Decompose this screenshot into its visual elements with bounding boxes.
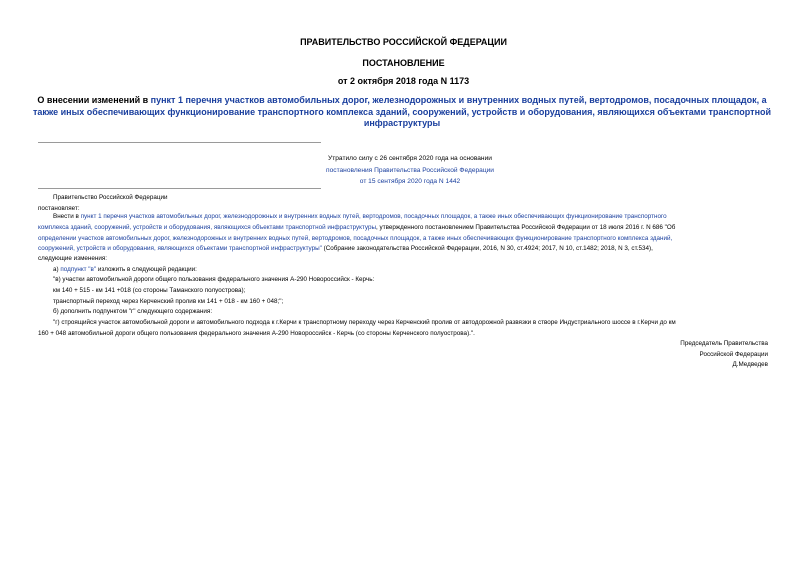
document-date-number: от 2 октября 2018 года N 1173: [337, 76, 470, 86]
item-a-text: изложить в следующей редакции:: [96, 266, 197, 273]
signature-name: Д.Медведев: [732, 361, 768, 368]
government-line: Правительство Российской Федерации: [53, 194, 168, 201]
paragraph1-link-cont[interactable]: комплекса зданий, сооружений, устройств и оборудования, являющихся объектами транспортной инфраструктуры: [38, 224, 377, 231]
paragraph1-line4: [38, 245, 653, 253]
signature-position-1: Председатель Правительства: [680, 340, 768, 347]
document-type: ПОСТАНОВЛЕНИЕ: [362, 58, 445, 68]
item-g-line2: 160 + 048 автомобильной дороги общего пользования федерального значения А-290 Новороссийск - Керчь (со стороны Керченского полуострова).".: [38, 330, 475, 337]
document-title: [32, 95, 772, 130]
status-note: [250, 153, 570, 188]
title-link[interactable]: пункт 1 перечня участков автомобильных дорог, железнодорожных и внутренних водных путей, вертодромов, посадочных площадок, а также иных обеспечивающих функционирование транспортного комплекса зданий, сооружений, устройств и оборудования, являющихся объектами транспортной инфраструктуры: [32, 95, 772, 128]
resolution-686-link[interactable]: определении участков автомобильных дорог, железнодорожных и внутренних водных путей, вертодромов, посадочных площадок, а также иных обеспечивающих функционирование транспортного комплекса зданий,: [38, 235, 673, 242]
item-a: [53, 266, 197, 274]
subitem-v-link[interactable]: подпункт "в": [60, 266, 97, 273]
divider-top: [38, 142, 321, 143]
resolution-686-link-cont[interactable]: сооружений, устройств и оборудования, являющихся объектами транспортной инфраструктуры": [38, 245, 322, 252]
paragraph1-text: Внести в: [53, 213, 81, 220]
collection-reference: (Собрание законодательства Российской Федерации, 2016, N 30, ст.4924; 2017, N 10, ст.1482; 2018, N 3, ст.534),: [321, 245, 653, 252]
paragraph1-line3: [38, 235, 672, 243]
paragraph1-link[interactable]: пункт 1 перечня участков автомобильных дорог, железнодорожных и внутренних водных путей, вертодромов, посадочных площадок, а также иных обеспечивающих функционирование транспортного: [80, 213, 667, 220]
title-prefix: О внесении изменений в: [37, 95, 151, 105]
paragraph1-line5: следующие изменения:: [38, 255, 108, 262]
item-a-prefix: а): [53, 266, 61, 273]
status-note-line1: Утратило силу с 26 сентября 2020 года на основании: [328, 155, 492, 162]
government-heading: ПРАВИТЕЛЬСТВО РОССИЙСКОЙ ФЕДЕРАЦИИ: [300, 37, 507, 47]
item-b: б) дополнить подпунктом "г" следующего содержания:: [53, 308, 213, 315]
status-note-link[interactable]: постановления Правительства Российской Федерации: [326, 166, 494, 174]
status-note-date[interactable]: от 15 сентября 2020 года N 1442: [359, 178, 461, 185]
item-g-line1: "г) строящийся участок автомобильной дороги и автомобильного подхода к г.Керчи к транспортному переходу через Керченский пролив от автодорожной развязки в створе Индустриального шоссе в г.Керчи до км: [53, 319, 676, 326]
paragraph1-line2: [38, 224, 675, 232]
divider-bottom: [38, 188, 321, 189]
item-v-line: "в) участки автомобильной дороги общего пользования федерального значения А-290 Новороссийск - Керчь:: [53, 276, 375, 283]
paragraph1-text-cont: , утвержденного постановлением Правительства Российской Федерации от 18 июля 2016 г. N 686 "Об: [376, 224, 676, 231]
km-line-2: транспортный переход через Керченский пролив км 141 + 018 - км 160 + 048;";: [53, 298, 284, 305]
decides-line: постановляет:: [38, 205, 80, 212]
signature-position-2: Российской Федерации: [699, 351, 768, 358]
km-line-1: км 140 + 515 - км 141 +018 (со стороны Таманского полуострова);: [53, 287, 246, 294]
paragraph1-line1: [53, 213, 667, 221]
